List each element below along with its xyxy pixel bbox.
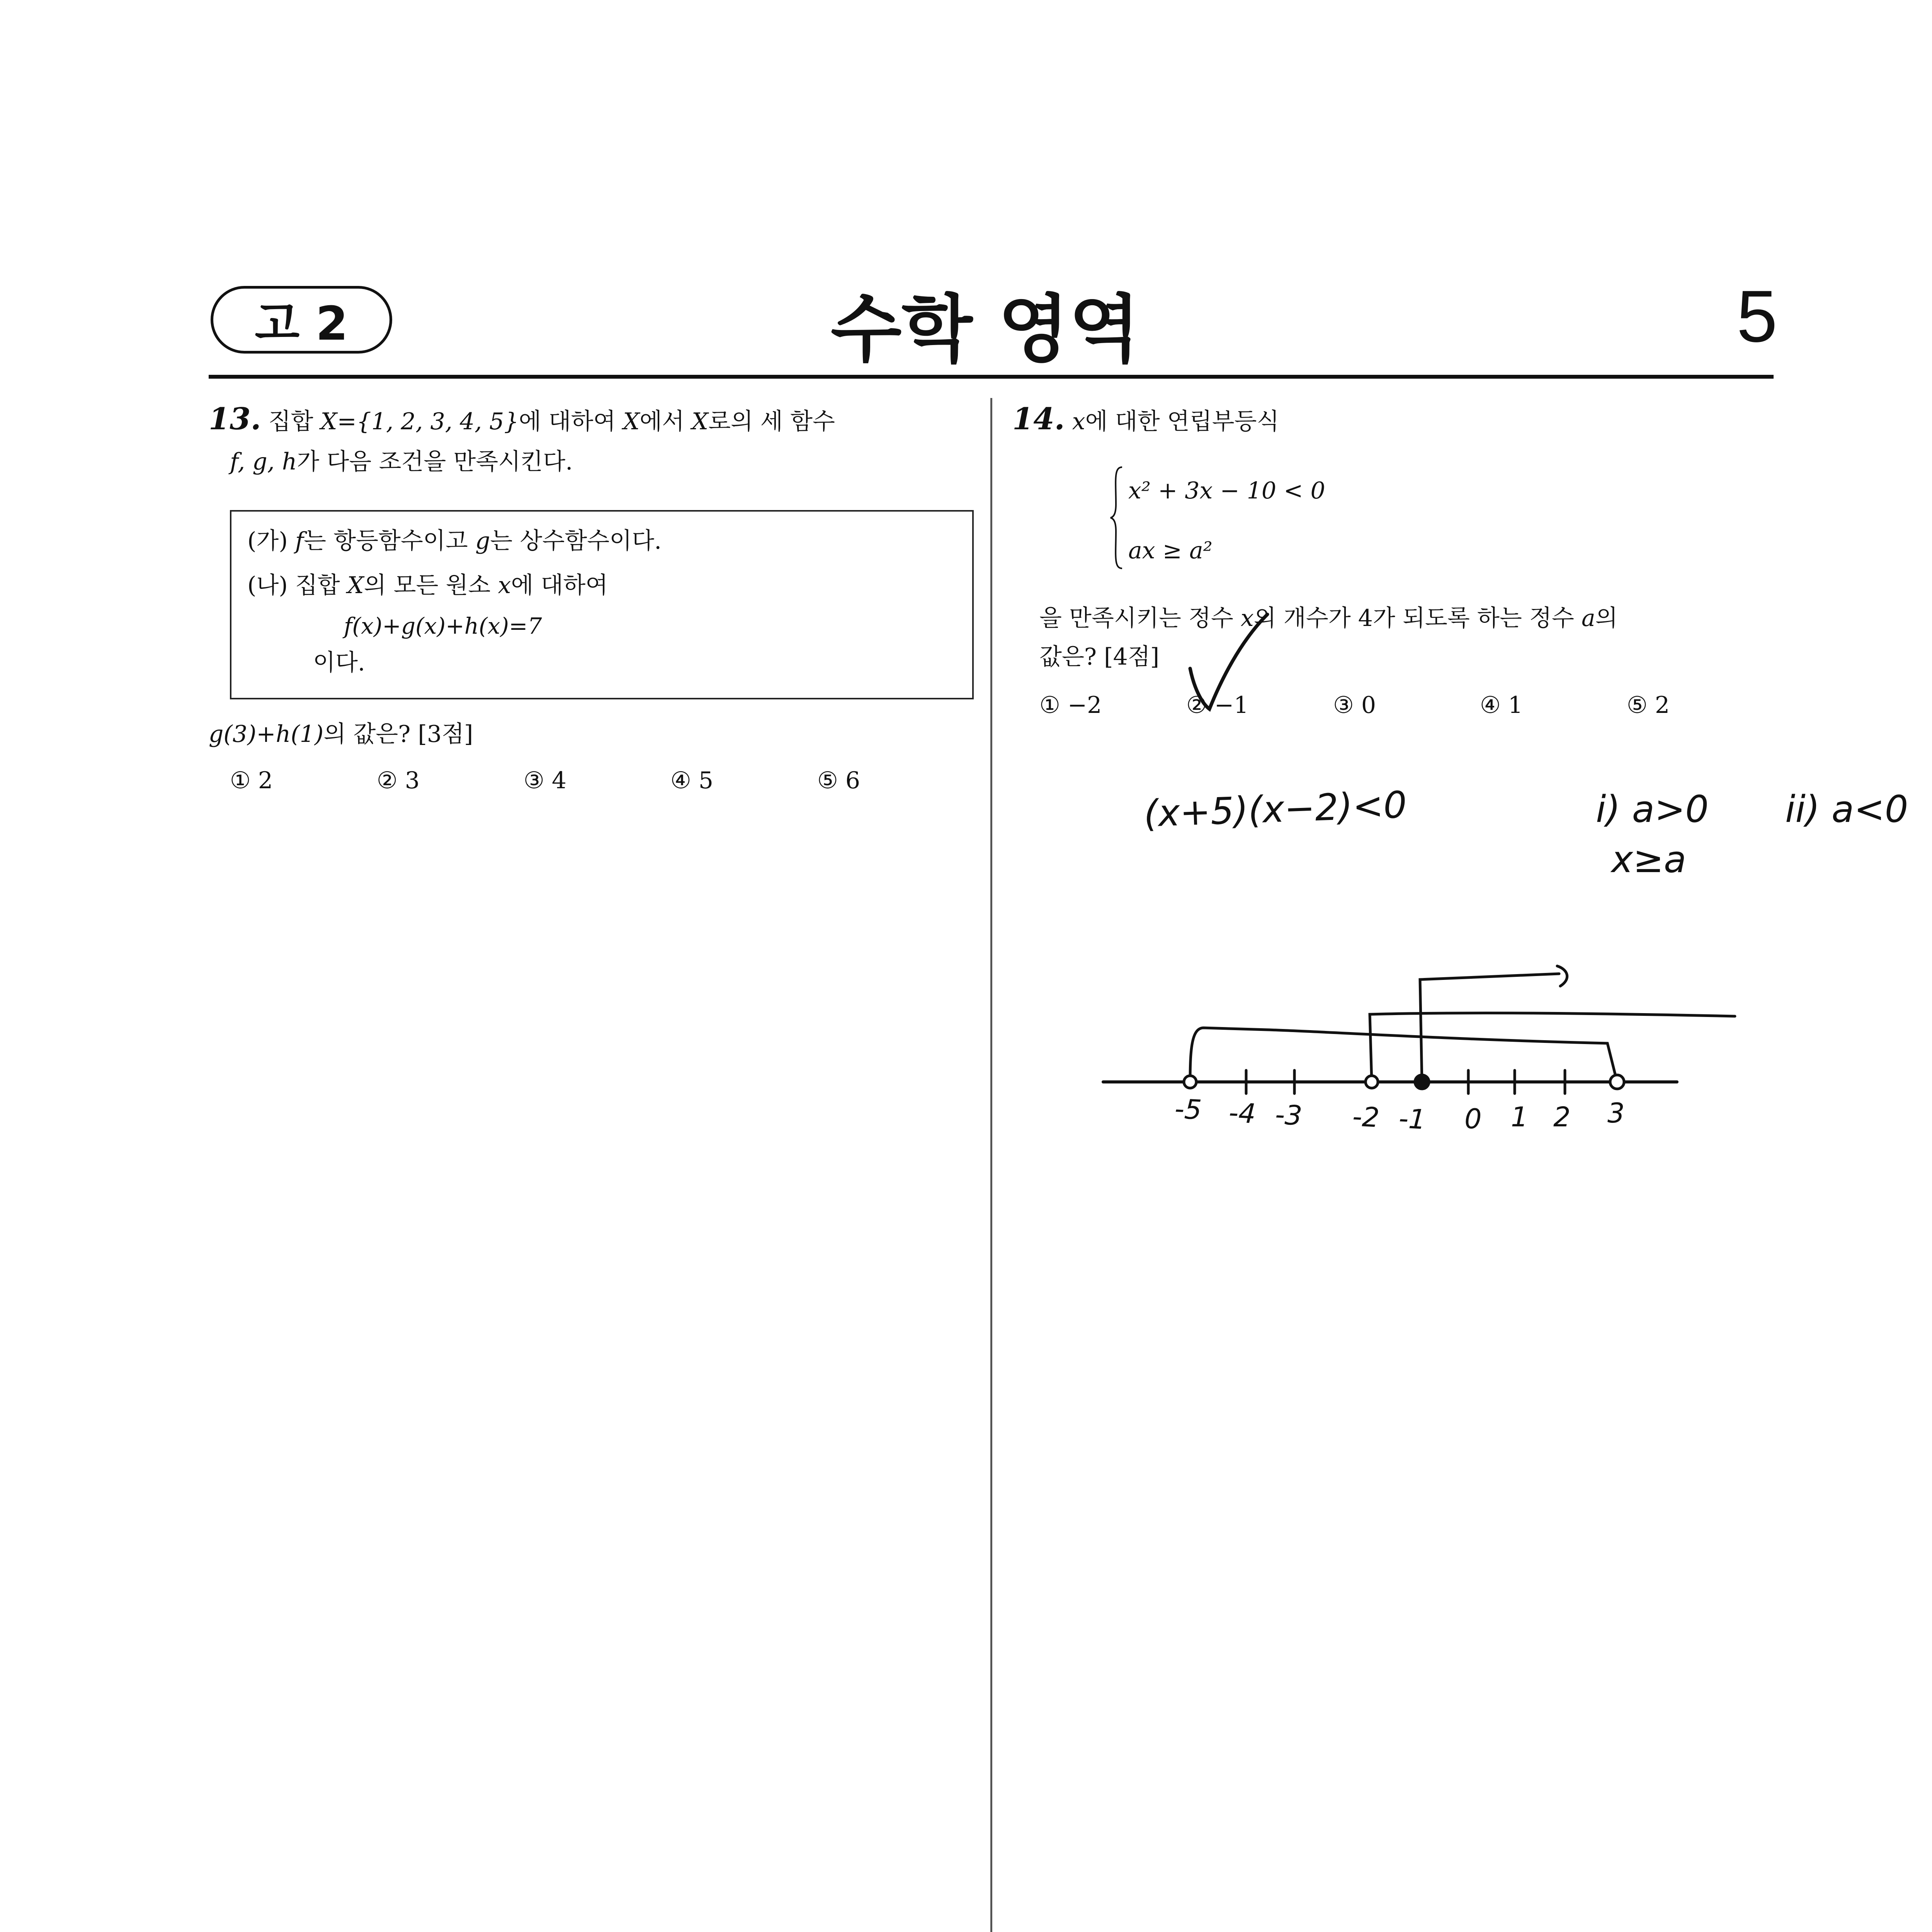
cond-var: f <box>295 527 304 554</box>
number-line-label: 1 <box>1511 1101 1528 1133</box>
cond-var: g <box>475 527 490 554</box>
q14-body-text: 의 개수가 4가 되도록 하는 정수 <box>1253 605 1582 632</box>
choice-2[interactable]: ② 3 <box>377 767 420 794</box>
choice-4[interactable]: ④ 5 <box>670 767 714 794</box>
choice-4[interactable]: ④ 1 <box>1480 692 1523 719</box>
q13-question <box>209 713 473 755</box>
handwritten-case1-sub: x≥a <box>1611 838 1687 881</box>
column-divider <box>990 398 992 1932</box>
q13-var: X <box>623 408 640 435</box>
q13-stem-line2 <box>230 440 976 483</box>
q14-choices <box>1039 692 1774 719</box>
q13-funcs: f, g, h <box>230 448 297 475</box>
q14-inequality-2: ax ≥ a² <box>1128 537 1213 564</box>
grade-label: 고 2 <box>255 297 348 351</box>
handwritten-case1: i) a>0 <box>1596 788 1709 831</box>
cond-text: 는 상수함수이다. <box>490 527 662 554</box>
q14-inequality-1: x² + 3x − 10 < 0 <box>1128 477 1325 504</box>
number-line-label: -5 <box>1173 1093 1202 1126</box>
q13-choices <box>230 767 964 794</box>
number-line-label: -4 <box>1228 1097 1257 1130</box>
choice-1[interactable]: ① −2 <box>1039 692 1102 719</box>
q13-condition-close: 이다. <box>313 649 365 676</box>
q13-condition-b <box>247 564 962 607</box>
q13-set: X={1, 2, 3, 4, 5} <box>320 408 519 435</box>
q13-condition-a <box>247 520 962 562</box>
q14-number: 14. <box>1012 401 1065 437</box>
q14-var: a <box>1581 605 1595 632</box>
cond-text: 의 모든 원소 <box>364 572 498 599</box>
q13-question-expr: g(3)+h(1) <box>209 721 324 748</box>
handwritten-factored: (x+5)(x−2)<0 <box>1143 784 1408 835</box>
choice-2[interactable]: ② −1 <box>1186 692 1249 719</box>
number-line-label: 2 <box>1553 1101 1571 1133</box>
page-number: 5 <box>1736 276 1777 357</box>
subject-title: 수학 영역 <box>830 287 1140 372</box>
number-line-label: -1 <box>1398 1102 1427 1136</box>
q14-body-text: 의 <box>1595 605 1618 632</box>
q13-question-text: 의 값은? [3점] <box>323 721 473 748</box>
q13-stem-text: 집합 <box>268 408 321 435</box>
cond-var: X <box>347 572 364 599</box>
q13-stem-text: 가 다음 조건을 만족시킨다. <box>297 448 573 475</box>
q13-equation: f(x)+g(x)+h(x)=7 <box>344 613 542 639</box>
q14-body-line2: 값은? [4점] <box>1039 643 1160 670</box>
q13-stem <box>209 398 978 443</box>
cond-label: (나) 집합 <box>247 572 347 599</box>
q14-var: x <box>1240 605 1254 632</box>
q14-stem <box>1012 398 1777 443</box>
q13-var: X <box>692 408 708 435</box>
cond-text: 에 대하여 <box>511 572 608 599</box>
choice-5[interactable]: ⑤ 6 <box>817 767 861 794</box>
q13-stem-text: 로의 세 함수 <box>708 408 835 435</box>
cond-label: (가) <box>247 527 295 554</box>
cond-var: x <box>498 572 511 599</box>
cond-text: 는 항등함수이고 <box>304 527 475 554</box>
choice-3[interactable]: ③ 0 <box>1333 692 1376 719</box>
brace-icon <box>1109 466 1124 570</box>
q14-stem-text: 에 대한 연립부등식 <box>1085 408 1279 435</box>
q13-number: 13. <box>209 401 261 437</box>
checkmark-icon <box>1179 611 1271 715</box>
choice-5[interactable]: ⑤ 2 <box>1627 692 1670 719</box>
header-rule <box>209 375 1774 379</box>
number-line-label: 0 <box>1464 1103 1482 1135</box>
q13-stem-text: 에 대하여 <box>519 408 623 435</box>
q13-stem-text: 에서 <box>639 408 692 435</box>
q14-var: x <box>1072 408 1085 435</box>
q14-body-text: 을 만족시키는 정수 <box>1039 605 1241 632</box>
number-line-label: 3 <box>1607 1097 1625 1129</box>
choice-1[interactable]: ① 2 <box>230 767 273 794</box>
choice-3[interactable]: ③ 4 <box>524 767 567 794</box>
number-line-label: -3 <box>1274 1099 1303 1132</box>
q14-body-line1 <box>1039 597 1774 639</box>
grade-badge <box>211 286 392 354</box>
handwritten-case2: ii) a<0 <box>1785 788 1908 831</box>
number-line-label: -2 <box>1351 1100 1380 1134</box>
